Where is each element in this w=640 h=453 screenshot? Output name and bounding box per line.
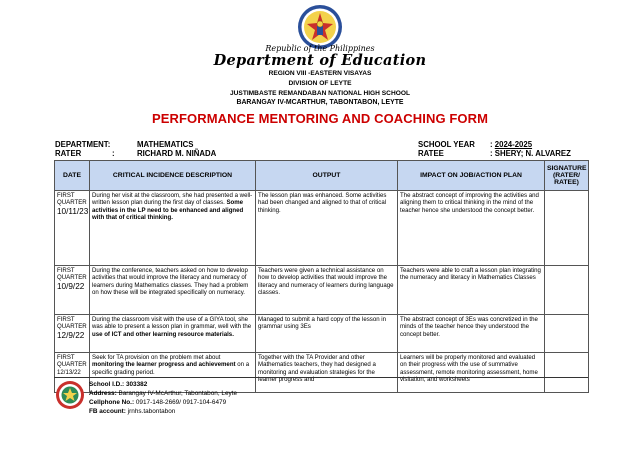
footer-address — [89, 390, 237, 397]
fb-value: jrnhs.tabontabon — [127, 408, 176, 415]
school-year-field — [490, 140, 532, 149]
date-value: 12/13/22 — [57, 368, 81, 376]
republic-heading: Republic of the Philippines — [265, 44, 375, 53]
quarter-word-2: QUARTER — [57, 274, 87, 282]
incidence-text: During her visit at the classroom, she had presented a well-written lesson plan during the first day of classes. — [92, 192, 253, 207]
school-year-value: 2024-2025 — [494, 140, 533, 149]
school-heading: JUSTIMBASTE REMANDABAN NATIONAL HIGH SCHOOL — [230, 90, 410, 97]
header-output: OUTPUT — [256, 161, 398, 191]
quarter-word-1: FIRST — [57, 267, 75, 274]
cellphone-label: Cellphone No.: — [89, 399, 135, 406]
header-impact: IMPACT ON JOB/ACTION PLAN — [398, 161, 545, 191]
rater-label: RATER — [55, 149, 82, 158]
table-row — [55, 191, 589, 266]
footer-cellphone — [89, 399, 226, 406]
output-cell: The lesson plan was enhanced. Some activities had been changed and aligned to that of critical thinking. — [256, 191, 398, 266]
signature-cell[interactable] — [545, 353, 589, 393]
footer-divider — [54, 377, 588, 378]
school-id-value: 303382 — [125, 381, 148, 388]
school-year-label: SCHOOL YEAR — [418, 140, 475, 149]
output-cell: Teachers were given a technical assistance on how to develop activities that would improve the literacy and numeracy of learners during language classes. — [256, 266, 398, 315]
coaching-table — [54, 160, 589, 393]
table-header-row — [55, 161, 589, 191]
region-heading: REGION VIII -EASTERN VISAYAS — [268, 70, 372, 77]
header-incidence: CRITICAL INCIDENCE DESCRIPTION — [90, 161, 256, 191]
impact-cell: The abstract concept of 3Es was concretized in the minds of the teacher hence they understood the concept better. — [398, 315, 545, 353]
quarter-word-1: FIRST — [57, 316, 75, 323]
division-heading: DIVISION OF LEYTE — [288, 80, 352, 87]
date-value: 12/9/22 — [57, 330, 85, 340]
school-id-label: School I.D.: — [89, 381, 125, 388]
barangay-heading: BARANGAY IV-MCARTHUR, TABONTABON, LEYTE — [236, 99, 404, 106]
form-title: PERFORMANCE MENTORING AND COACHING FORM — [151, 111, 489, 126]
incidence-bold-text: monitoring the learner progress and achievement — [92, 361, 236, 369]
school-year-colon: : — [490, 140, 495, 149]
impact-cell: The abstract concept of improving the activities and aligning them to critical thinking in the mind of the teacher hence she understood the concept better. — [398, 191, 545, 266]
date-cell — [55, 266, 90, 315]
fb-label: FB account: — [89, 408, 126, 415]
rater-colon: : — [112, 149, 115, 158]
incidence-text: During the classroom visit with the use of a GIYA tool, she was able to present a lesson plan in grammar, well with the — [92, 316, 252, 331]
department-label: DEPARTMENT: — [55, 140, 111, 149]
address-label: Address: — [89, 390, 117, 397]
output-cell: Managed to submit a hard copy of the lesson in grammar using 3Es — [256, 315, 398, 353]
date-value: 10/11/23 — [57, 206, 89, 216]
table-row — [55, 315, 589, 353]
department-heading: Department of Education — [213, 52, 427, 69]
header-signature: SIGNATURE (RATER/ RATEE) — [545, 161, 589, 191]
incidence-tail-text: on a specific grading period. — [92, 361, 250, 376]
address-value: Barangay IV-McArthur, Tabontabon, Leyte — [118, 390, 238, 397]
impact-cell: Learners will be properly monitored and evaluated on their progress with the use of summative assessment, remote monitoring assessment, home visitation, and worksheets — [398, 353, 545, 393]
date-cell — [55, 191, 90, 266]
school-logo-icon — [55, 380, 85, 410]
rater-value: RICHARD M. NIÑADA — [137, 149, 217, 158]
incidence-cell — [90, 191, 256, 266]
date-value: 10/9/22 — [57, 281, 85, 291]
incidence-bold-text: Some activities in the LP need to be enhanced and aligned with that of critical thinking. — [92, 199, 244, 222]
incidence-text: Seek for TA provision on the problem met about — [92, 354, 221, 361]
incidence-cell: During the conference, teachers asked on how to develop activities that would improve the literacy and numeracy of learners during Mathematics classes. They had a problem on how these will be integrated specifically on numeracy. — [90, 266, 256, 315]
cellphone-value: 0917-148-2669/ 0917-104-6479 — [135, 399, 227, 406]
incidence-cell — [90, 315, 256, 353]
date-cell — [55, 315, 90, 353]
impact-cell: Teachers were able to craft a lesson plan integrating the numeracy and literacy in Mathematics Classes — [398, 266, 545, 315]
department-value: MATHEMATICS — [137, 140, 194, 149]
quarter-word-2: QUARTER — [57, 323, 87, 331]
footer-school-id — [89, 381, 147, 388]
quarter-word-2: QUARTER — [57, 199, 87, 207]
quarter-word-1: FIRST — [57, 354, 75, 361]
table-row — [55, 266, 589, 315]
quarter-word-2: QUARTER — [57, 361, 87, 369]
ratee-label: RATEE — [418, 149, 444, 158]
incidence-bold-text: use of ICT and other learning resource materials. — [92, 330, 234, 338]
signature-cell[interactable] — [545, 315, 589, 353]
signature-cell[interactable] — [545, 266, 589, 315]
header-date: DATE — [55, 161, 90, 191]
ratee-value: : SHERY; N. ALVAREZ — [490, 149, 571, 158]
output-cell: Together with the TA Provider and other Mathematics teachers, they had designed a monitoring and evaluation strategies for the learner progress and — [256, 353, 398, 393]
quarter-word-1: FIRST — [57, 192, 75, 199]
footer-fb — [89, 408, 175, 415]
signature-cell[interactable] — [545, 191, 589, 266]
